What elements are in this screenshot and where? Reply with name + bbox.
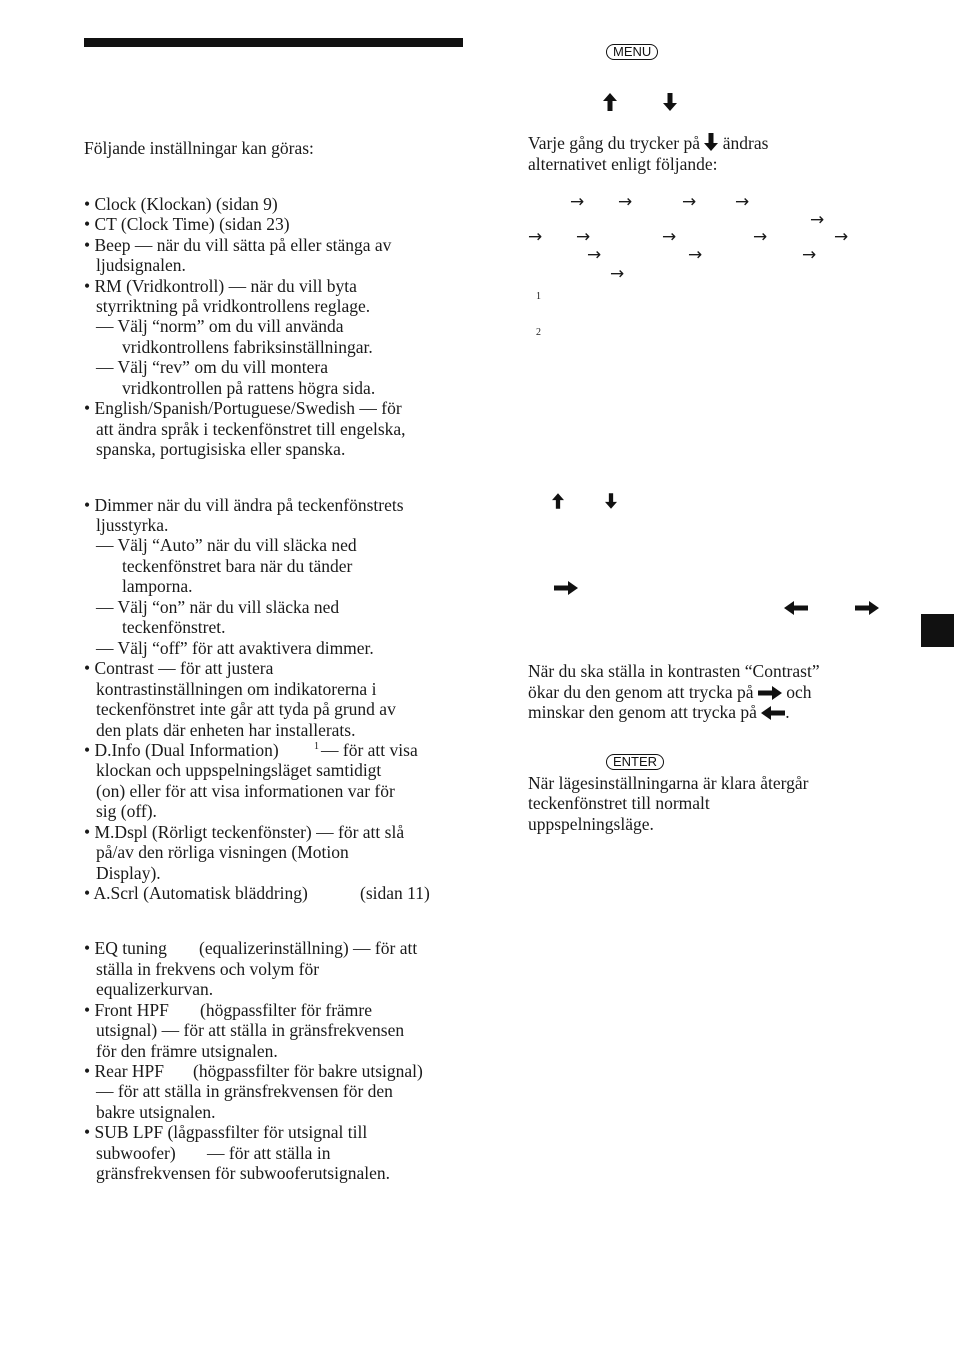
arrow-left-icon — [761, 706, 785, 720]
list-item: (högpassfilter för främre — [200, 1000, 373, 1020]
contrast-text-b: och — [786, 682, 812, 702]
varje-line-2: alternativet enligt följande: — [528, 154, 718, 174]
sequence-arrow-icon: → — [802, 245, 817, 265]
varje-text-b: ändras — [722, 133, 769, 153]
list-item: teckenfönstret bara när du tänder — [122, 556, 353, 576]
footnote-number: 2 — [536, 327, 541, 338]
arrow-up-icon — [552, 493, 564, 509]
arrow-left-icon — [784, 601, 808, 615]
sequence-arrow-icon: → — [810, 210, 825, 230]
list-item: utsignal) — för att ställa in gränsfrekvensen — [96, 1020, 405, 1040]
list-item: på/av den rörliga visningen (Motion — [96, 842, 349, 862]
list-item: vridkontrollen på rattens högra sida. — [122, 378, 376, 398]
list-item: teckenfönstret. — [122, 617, 226, 637]
list-item: equalizerkurvan. — [96, 979, 214, 999]
sequence-arrow-icon: → — [610, 264, 625, 284]
list-item: • M.Dspl (Rörligt teckenfönster) — för att slå — [84, 822, 405, 842]
list-item: — Välj “norm” om du vill använda — [96, 316, 344, 336]
list-item: ställa in frekvens och volym för — [96, 959, 320, 979]
list-item: • D.Info (Dual Information) — [84, 740, 279, 760]
list-item: • CT (Clock Time) (sidan 23) — [84, 214, 290, 234]
list-item: sig (off). — [96, 801, 157, 821]
sequence-arrow-icon: → — [618, 192, 633, 212]
list-item: • Rear HPF — [84, 1061, 165, 1081]
arrow-up-icon — [603, 93, 617, 111]
varje-text-a: Varje gång du trycker på — [528, 133, 701, 153]
varje-line-1 — [528, 133, 768, 153]
list-item: — Välj “on” när du vill släcka ned — [96, 597, 340, 617]
sequence-arrow-icon: → — [587, 245, 602, 265]
sequence-arrow-icon: → — [753, 227, 768, 247]
list-item: — för att ställa in — [207, 1143, 331, 1163]
intro-text: Följande inställningar kan göras: — [84, 138, 314, 158]
list-item: ljudsignalen. — [96, 255, 186, 275]
sequence-arrow-icon: → — [662, 227, 677, 247]
list-item: ljusstyrka. — [96, 515, 169, 535]
final-line-1: När lägesinställningarna är klara återgår — [528, 773, 809, 793]
final-line-3: uppspelningsläge. — [528, 814, 654, 834]
sequence-arrow-icon: → — [688, 245, 703, 265]
list-item: (on) eller för att visa informationen var för — [96, 781, 395, 801]
list-item: — Välj “rev” om du vill montera — [96, 357, 328, 377]
list-item: • English/Spanish/Portuguese/Swedish — för — [84, 398, 402, 418]
arrow-down-icon — [605, 493, 617, 509]
list-item: — för att ställa in gränsfrekvensen för den — [96, 1081, 393, 1101]
contrast-text-c: minskar den genom att trycka på — [528, 702, 757, 722]
list-item: • Dimmer när du vill ändra på teckenfönstrets — [84, 495, 404, 515]
list-item: för den främre utsignalen. — [96, 1041, 278, 1061]
sequence-arrow-icon: → — [735, 192, 750, 212]
list-item: den plats där enheten har installerats. — [96, 720, 356, 740]
footnote-marker: 1 — [314, 741, 319, 752]
list-item: att ändra språk i teckenfönstret till engelska, — [96, 419, 406, 439]
list-item: gränsfrekvensen för subwooferutsignalen. — [96, 1163, 391, 1183]
list-item: subwoofer) — [96, 1143, 176, 1163]
list-item: • Clock (Klockan) (sidan 9) — [84, 194, 278, 214]
contrast-text-d: . — [785, 702, 790, 722]
chapter-tab-marker — [921, 614, 954, 647]
contrast-line-3 — [528, 702, 790, 722]
sequence-arrow-icon: → — [682, 192, 697, 212]
sequence-arrow-icon: → — [834, 227, 849, 247]
list-item: • SUB LPF (lågpassfilter för utsignal till — [84, 1122, 368, 1142]
arrow-down-icon — [704, 133, 718, 151]
sequence-arrow-icon: → — [570, 192, 585, 212]
list-item: • Front HPF — [84, 1000, 169, 1020]
arrow-right-icon — [554, 581, 578, 595]
section-header-bar — [84, 38, 463, 47]
list-item: • Contrast — för att justera — [84, 658, 274, 678]
list-item: • EQ tuning — [84, 938, 167, 958]
sequence-arrow-icon: → — [576, 227, 591, 247]
list-item: — Välj “off” för att avaktivera dimmer. — [96, 638, 374, 658]
arrow-right-icon — [758, 686, 782, 700]
list-item: bakre utsignalen. — [96, 1102, 216, 1122]
list-item: teckenfönstret inte går att tyda på grund av — [96, 699, 396, 719]
list-item: • A.Scrl (Automatisk bläddring) — [84, 883, 308, 903]
list-item: Display). — [96, 863, 161, 883]
list-item: (equalizerinställning) — för att — [199, 938, 418, 958]
list-item: (sidan 11) — [360, 883, 430, 903]
list-item: — för att visa — [321, 740, 418, 760]
final-line-2: teckenfönstret till normalt — [528, 793, 710, 813]
list-item: vridkontrollens fabriksinställningar. — [122, 337, 373, 357]
enter-button[interactable]: ENTER — [606, 754, 664, 770]
list-item: kontrastinställningen om indikatorerna i — [96, 679, 377, 699]
list-item: (högpassfilter för bakre utsignal) — [193, 1061, 423, 1081]
list-item: klockan och uppspelningsläget samtidigt — [96, 760, 382, 780]
list-item: — Välj “Auto” när du vill släcka ned — [96, 535, 357, 555]
contrast-line-2 — [528, 682, 812, 702]
arrow-down-icon — [663, 93, 677, 111]
list-item: • Beep — när du vill sätta på eller stänga av — [84, 235, 392, 255]
sequence-arrow-icon: → — [528, 227, 543, 247]
list-item: styrriktning på vridkontrollens reglage. — [96, 296, 371, 316]
list-item: lamporna. — [122, 576, 193, 596]
list-item: spanska, portugisiska eller spanska. — [96, 439, 346, 459]
footnote-number: 1 — [536, 291, 541, 302]
contrast-line-1: När du ska ställa in kontrasten “Contrast” — [528, 661, 820, 681]
contrast-text-a: ökar du den genom att trycka på — [528, 682, 754, 702]
menu-button[interactable]: MENU — [606, 44, 658, 60]
arrow-right-icon — [855, 601, 879, 615]
list-item: • RM (Vridkontroll) — när du vill byta — [84, 276, 357, 296]
